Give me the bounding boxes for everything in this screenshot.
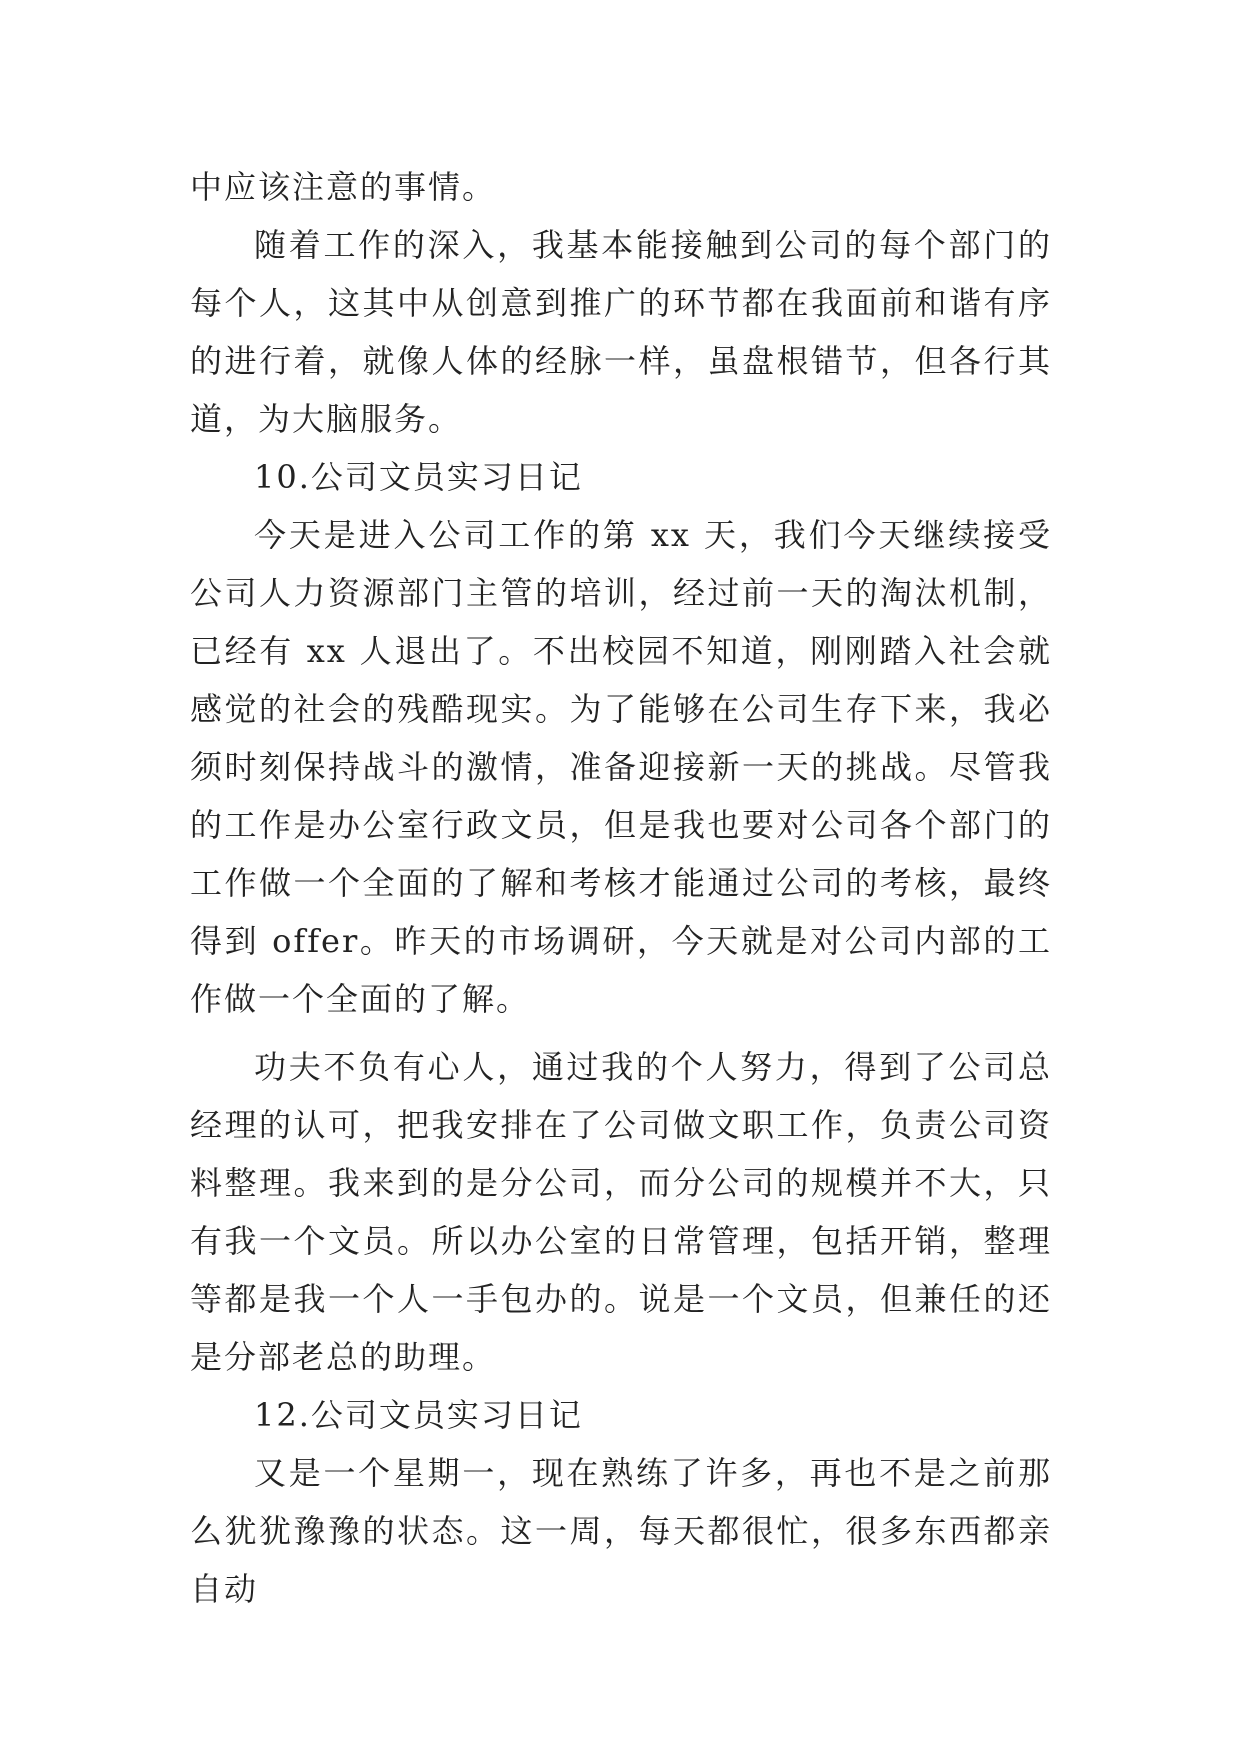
paragraph-monday: 又是一个星期一，现在熟练了许多，再也不是之前那么犹犹豫豫的状态。这一周，每天都很忙，很多东西都亲自动 xyxy=(190,1454,1052,1608)
document-body xyxy=(190,158,1052,1618)
section-heading-12: 12.公司文员实习日记 xyxy=(254,1396,583,1434)
paragraph-continuation: 中应该注意的事情。 xyxy=(190,168,497,206)
section-heading-10: 10.公司文员实习日记 xyxy=(254,458,583,496)
paragraph-day-training: 今天是进入公司工作的第 xx 天，我们今天继续接受公司人力资源部门主管的培训，经过前一天的淘汰机制，已经有 xx 人退出了。不出校园不知道，刚刚踏入社会就感觉的社会的残酷现实。为了能够在公司生存下来，我必须时刻保持战斗的激情，准备迎接新一天的挑战。尽管我的工作是办公室行政文员，但是我也要对公司各个部门的工作做一个全面的了解和考核才能通过公司的考核，最终得到 offer。昨天的市场调研，今天就是对公司内部的工作做一个全面的了解。 xyxy=(190,516,1052,1018)
paragraph-work-depth: 随着工作的深入，我基本能接触到公司的每个部门的每个人，这其中从创意到推广的环节都在我面前和谐有序的进行着，就像人体的经脉一样，虽盘根错节，但各行其道，为大脑服务。 xyxy=(190,226,1052,438)
paragraph-clerk-role: 功夫不负有心人，通过我的个人努力，得到了公司总经理的认可，把我安排在了公司做文职工作，负责公司资料整理。我来到的是分公司，而分公司的规模并不大，只有我一个文员。所以办公室的日常管理，包括开销，整理等都是我一个人一手包办的。说是一个文员，但兼任的还是分部老总的助理。 xyxy=(190,1048,1052,1376)
